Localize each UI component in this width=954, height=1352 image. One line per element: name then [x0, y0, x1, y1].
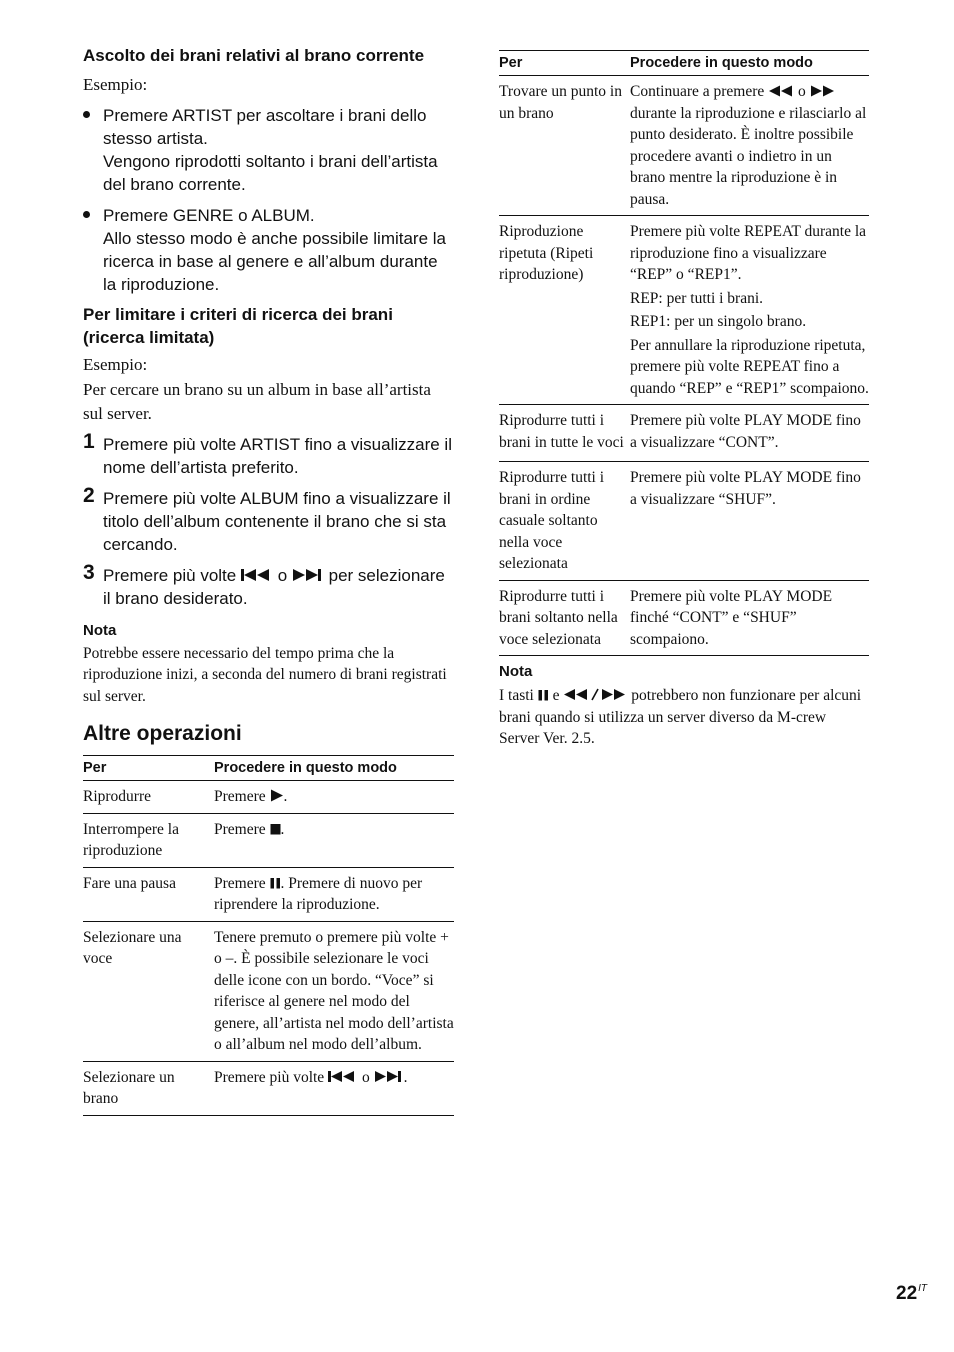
bullet-artist-line2: Vengono riprodotti soltanto i brani dell’artista del brano corrente.: [103, 152, 438, 194]
cell-text: Premere: [214, 820, 266, 838]
page-number-value: 22: [896, 1283, 918, 1304]
bullet-dot-icon: [83, 211, 90, 218]
table-header-per: Per: [83, 756, 214, 781]
table-cell: Riprodurre: [83, 781, 214, 814]
prev-track-icon: [241, 568, 273, 582]
right-column: [499, 50, 869, 750]
table-cell: Premere più volte PLAY MODE fino a visualizzare “CONT”.: [630, 405, 869, 462]
cell-text: o: [798, 83, 806, 100]
section-heading-related-tracks: Ascolto dei brani relativi al brano corrente: [83, 46, 425, 65]
table-cell: [214, 813, 454, 867]
cell-text: Premere: [214, 874, 266, 892]
table-row: [83, 781, 454, 814]
table-row: [499, 216, 869, 405]
cell-paragraph: REP: per tutti i brani.: [630, 289, 764, 307]
bullet-genre-line1: Premere GENRE o ALBUM.: [103, 206, 315, 225]
cell-text: .: [280, 820, 285, 838]
note-text-mid: e: [552, 687, 560, 704]
operations-table: [83, 755, 454, 1116]
note-text: [499, 685, 869, 750]
step-2: [83, 483, 454, 556]
cell-text: durante la riproduzione e rilasciarlo al punto desiderato. È inoltre possibile procedere avanti o indietro in un brano mentre la riproduzione è in pausa.: [630, 104, 867, 208]
bullet-artist-line1: Premere ARTIST per ascoltare i brani dello stesso artista.: [103, 106, 427, 148]
section-heading-limited-search: Per limitare i criteri di ricerca dei brani (ricerca limitata): [83, 305, 393, 347]
step-text-post: per selezionare il brano desiderato.: [103, 565, 445, 608]
table-row: [83, 1061, 454, 1115]
step-text-pre: Premere più volte: [103, 565, 237, 585]
table-header-procedure: Procedere in questo modo: [630, 51, 869, 76]
table-cell: Selezionare una voce: [83, 921, 214, 1061]
table-cell: Selezionare un brano: [83, 1061, 214, 1115]
step-3: [83, 560, 454, 610]
cell-paragraph: Premere più volte REPEAT durante la riproduzione fino a visualizzare “REP” o “REP1”.: [630, 223, 867, 283]
example-label-2: Esempio:: [83, 355, 148, 374]
cell-text: o: [361, 1068, 370, 1086]
rewind-fast-forward-icon: [563, 688, 627, 701]
step-number: 1: [83, 429, 95, 453]
cell-text: .: [403, 1068, 408, 1086]
cell-paragraph: Per annullare la riproduzione ripetuta, premere più volte REPEAT fino a quando “REP” e “REP1” scompaiono.: [630, 336, 869, 397]
table-cell: Riprodurre tutti i brani in tutte le voci: [499, 405, 630, 462]
step-number: 3: [83, 560, 95, 584]
table-cell: Tenere premuto o premere più volte + o –. È possibile selezionare le voci delle icone con un bordo. “Voce” si riferisce al genere nel modo del genere, all’artista nel modo dell’artista o all’album nel modo dell’album.: [214, 921, 454, 1061]
note-heading: Nota: [499, 663, 533, 680]
bullet-genre-album: [83, 204, 454, 296]
cell-text: Premere più volte: [214, 1068, 325, 1086]
table-cell: [214, 867, 454, 921]
table-cell: Riproduzione ripetuta (Ripeti riproduzione): [499, 216, 630, 405]
cell-text: .: [283, 788, 288, 805]
example-label: Esempio:: [83, 74, 148, 94]
prev-track-icon: [328, 1070, 358, 1083]
note-text: Potrebbe essere necessario del tempo prima che la riproduzione inizi, a seconda del numero di brani registrati sul server.: [83, 644, 447, 705]
bullet-genre-line2: Allo stesso modo è anche possibile limitare la ricerca in base al genere e all’album durante la riproduzione.: [103, 229, 447, 294]
next-track-icon: [374, 1070, 404, 1083]
table-cell: Premere più volte PLAY MODE finché “CONT” e “SHUF” scompaiono.: [630, 580, 869, 656]
note-heading: Nota: [83, 621, 117, 639]
table-row: [83, 813, 454, 867]
table-row: [499, 76, 869, 216]
bullet-dot-icon: [83, 111, 90, 118]
step-text: Premere più volte ARTIST fino a visualizzare il nome dell’artista preferito.: [103, 434, 452, 477]
operations-table-continued: [499, 50, 869, 656]
rewind-icon: [768, 85, 794, 97]
table-header-procedure: Procedere in questo modo: [214, 756, 454, 781]
play-icon: [270, 789, 284, 802]
table-row: [83, 867, 454, 921]
pause-icon: [538, 689, 549, 701]
table-cell: [214, 781, 454, 814]
table-cell: [630, 216, 869, 405]
table-row: [83, 921, 454, 1061]
cell-text: Premere: [214, 788, 266, 805]
table-cell: Riprodurre tutti i brani in ordine casuale soltanto nella voce selezionata: [499, 462, 630, 581]
table-cell: [214, 1061, 454, 1115]
page-language-suffix: IT: [918, 1283, 928, 1294]
note-text-post: potrebbero non funzionare per alcuni brani quando si utilizza un server diverso da M-crew Server Ver. 2.5.: [499, 687, 862, 747]
table-cell: Riprodurre tutti i brani soltanto nella voce selezionata: [499, 580, 630, 656]
fast-forward-icon: [810, 85, 836, 97]
step-text: Premere più volte ALBUM fino a visualizzare il titolo dell’album contenente il brano che si sta cercando.: [103, 488, 451, 554]
table-header-per: Per: [499, 51, 630, 76]
page-number: [896, 1283, 927, 1305]
table-header-row: [83, 756, 454, 781]
table-cell: Premere più volte PLAY MODE fino a visualizzare “SHUF”.: [630, 462, 869, 581]
cell-paragraph: REP1: per un singolo brano.: [630, 313, 807, 330]
table-row: [499, 462, 869, 581]
step-number: 2: [83, 483, 95, 507]
step-1: [83, 429, 454, 479]
left-column: [83, 45, 454, 1116]
cell-text: . Premere di nuovo per riprendere la riproduzione.: [214, 874, 423, 913]
note-text-pre: I tasti: [499, 687, 534, 704]
next-track-icon: [292, 568, 324, 582]
step-text-mid: o: [277, 565, 288, 585]
table-cell: Fare una pausa: [83, 867, 214, 921]
example-text: Per cercare un brano su un album in base all’artista sul server.: [83, 379, 431, 423]
table-row: [499, 405, 869, 462]
table-row: [499, 580, 869, 656]
table-cell: [630, 76, 869, 216]
table-cell: Interrompere la riproduzione: [83, 813, 214, 867]
bullet-artist: [83, 104, 454, 196]
table-header-row: [499, 51, 869, 76]
pause-icon: [270, 877, 281, 889]
section-heading-other-operations: Altre operazioni: [83, 722, 242, 745]
stop-icon: [270, 823, 281, 835]
table-cell: Trovare un punto in un brano: [499, 76, 630, 216]
cell-text: Continuare a premere: [630, 83, 765, 100]
